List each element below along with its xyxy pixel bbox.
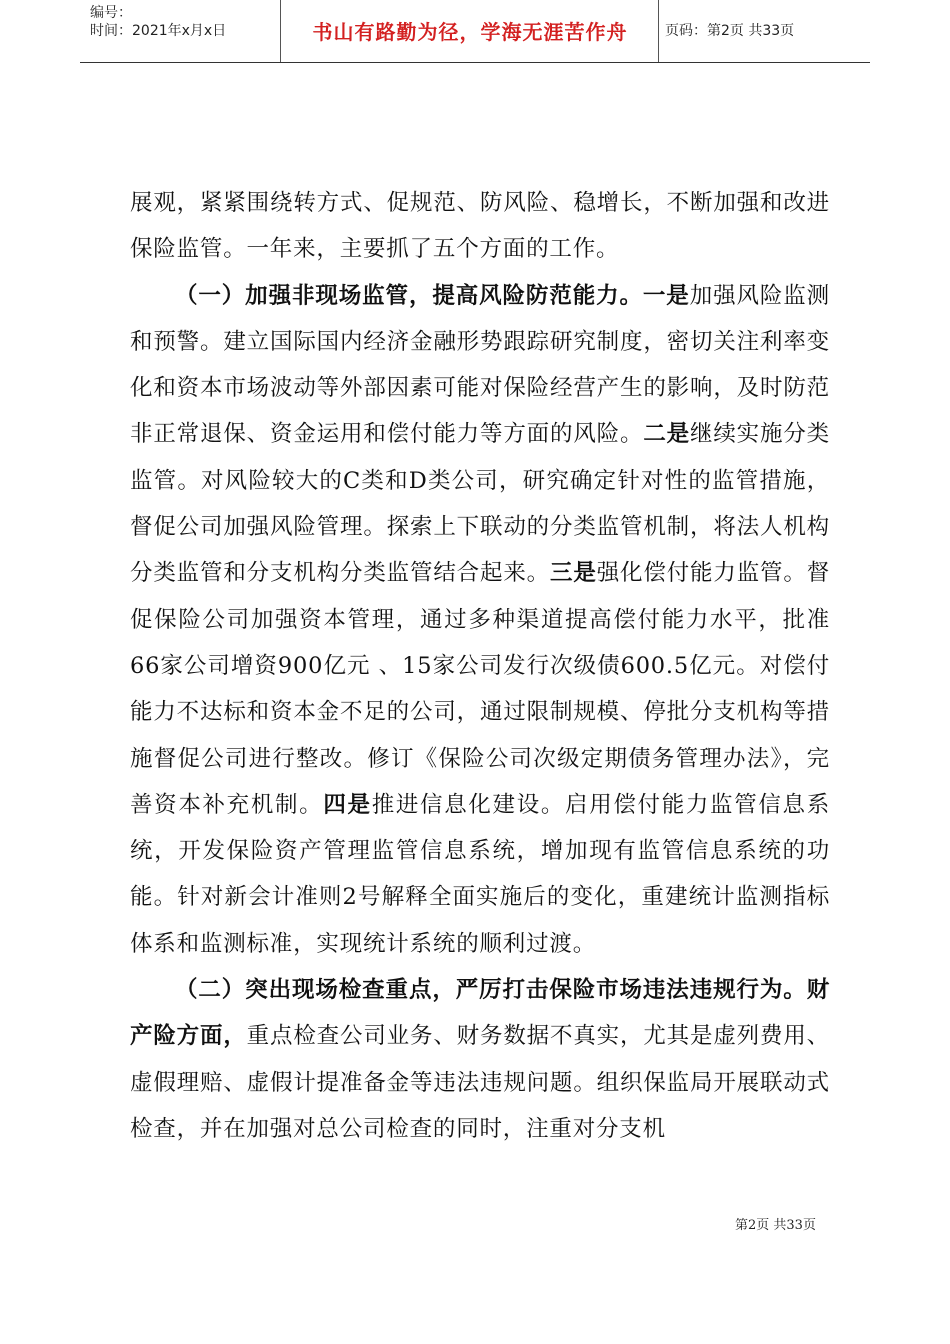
- page-footer: 第2页 共33页: [735, 1218, 816, 1233]
- page-header: [80, 0, 870, 63]
- section-1-text-1: 加强风险监测和预警。建立国际国内经济金融形势跟踪研究制度，密切关注利率变化和资本市场波动等外部因素可能对保险经营产生的影响，及时防范非正常退保、资金运用和偿付能力等方面的风险。: [130, 282, 830, 448]
- section-1-text-4: 推进信息化建设。启用偿付能力监管信息系统，开发保险资产管理监管信息系统，增加现有监管信息系统的功能。针对新会计准则2号解释全面实施后的变化，重建统计监测指标体系和监测标准，实现统计系统的顺利过渡。: [130, 791, 830, 957]
- marker-first: 一是: [642, 282, 690, 309]
- header-page-info: 页码：第2页 共33页: [665, 23, 795, 39]
- document-number-label: 编号：: [90, 5, 132, 21]
- header-motto: 书山有路勤为径，学海无涯苦作舟: [312, 20, 628, 44]
- header-meta: [90, 4, 280, 40]
- section-1-text-2: 继续实施分类监管。对风险较大的C类和D类公司，研究确定针对性的监管措施，督促公司加强风险管理。探索上下联动的分类监管机制，将法人机构分类监管和分支机构分类监管结合起来。: [130, 421, 830, 587]
- marker-property-insurance: 财产险方面，: [130, 977, 830, 1050]
- section-2-text-1: 重点检查公司业务、财务数据不真实，尤其是虚列费用、虚假理赔、虚假计提准备金等违法违规问题。组织保监局开展联动式检查，并在加强对总公司检查的同时，注重对分支机: [130, 1023, 830, 1142]
- header-divider-right: [658, 0, 659, 62]
- section-2-heading: （二）突出现场检查重点，严厉打击保险市场违法违规行为。: [175, 977, 807, 1004]
- marker-second: 二是: [643, 421, 691, 448]
- section-1-heading: （一）加强非现场监管，提高风险防范能力。: [175, 282, 643, 309]
- marker-fourth: 四是: [323, 791, 372, 818]
- section-1-text-3: 强化偿付能力监管。督促保险公司加强资本管理，通过多种渠道提高偿付能力水平，批准66家公司增资900亿元 、15家公司发行次级债600.5亿元。对偿付能力不达标和资本金不足的公司，通过限制规模、停批分支机构等措施督促公司进行整改。修订《保险公司次级定期债务管理办法》，完善资本补充机制。: [130, 560, 830, 818]
- marker-third: 三是: [550, 560, 597, 587]
- document-body: [130, 180, 830, 1152]
- header-divider-left: [280, 0, 281, 62]
- paragraph-section-2: [130, 967, 830, 1152]
- paragraph-section-1: [130, 273, 830, 967]
- paragraph-intro: 展观，紧紧围绕转方式、促规范、防风险、稳增长，不断加强和改进保险监管。一年来，主要抓了五个方面的工作。: [130, 190, 830, 263]
- document-time: 时间：2021年x月x日: [90, 23, 227, 39]
